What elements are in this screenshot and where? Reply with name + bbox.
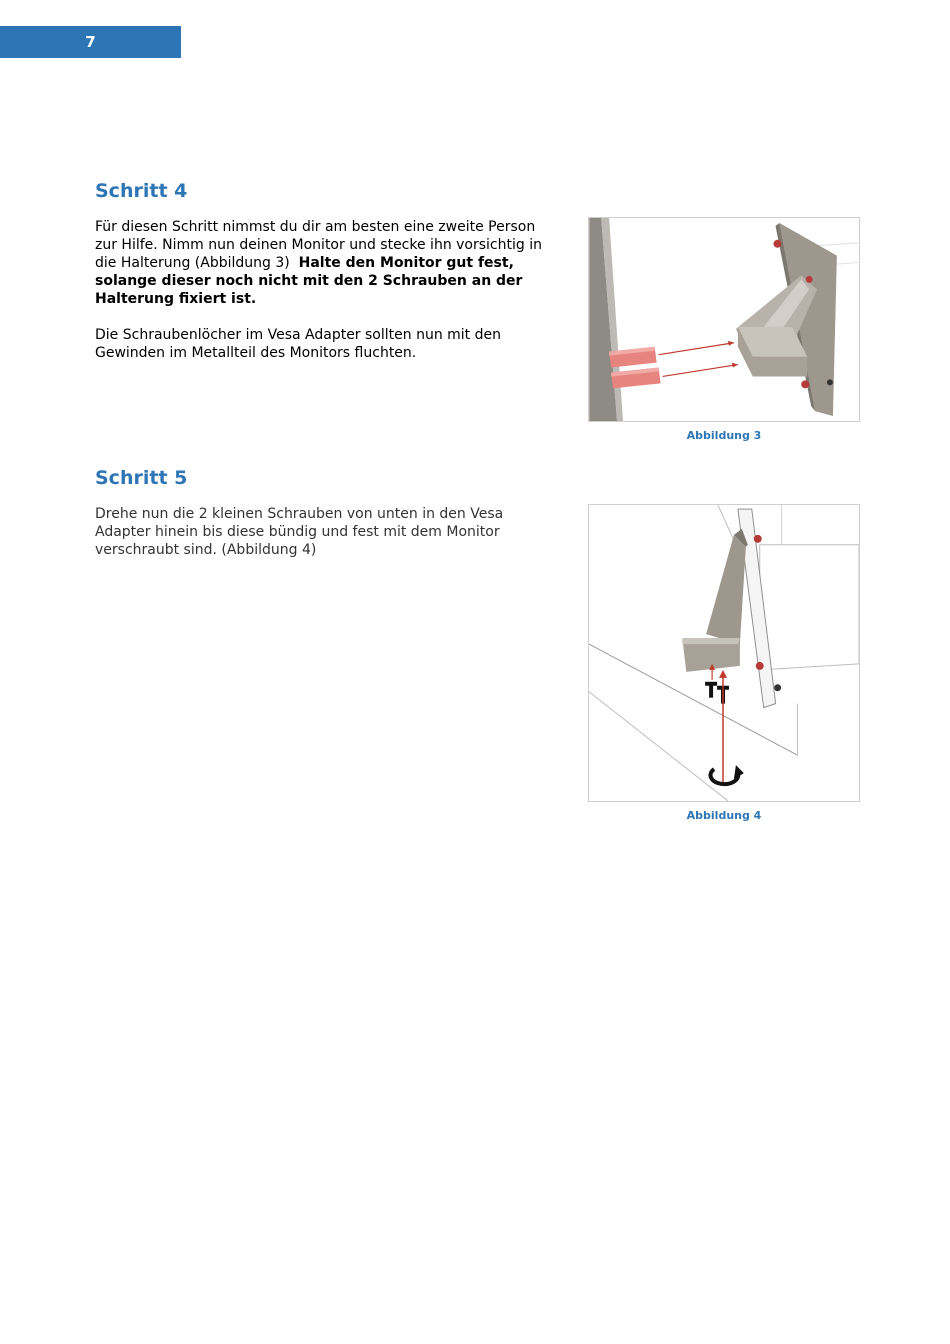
step-4-heading: Schritt 4: [95, 180, 188, 202]
insert-arrow-upper: [659, 343, 734, 355]
plate-screw-bottom: [756, 662, 764, 670]
page-number-tab: [0, 26, 181, 58]
step-5-heading: Schritt 5: [95, 467, 188, 489]
bracket-insert-illustration: [589, 218, 859, 421]
step-5-instruction: Drehe nun die 2 kleinen Schrauben von unten in den Vesa Adapter hinein bis diese bündig und fest mit dem Monitor verschraubt sind. (Abbildung 4): [95, 506, 504, 558]
step-4-note: Die Schraubenlöcher im Vesa Adapter sollten nun mit den Gewinden im Metallteil des Monitors fluchten.: [95, 327, 501, 361]
rotation-icon: [710, 769, 738, 784]
step-4-warning: Halte den Monitor gut fest, solange dieser noch nicht mit den 2 Schrauben an der Halterung fixiert ist.: [95, 255, 523, 307]
figure-4-illustration: [588, 504, 860, 802]
step-4-text-intro: Für diesen Schritt nimmst du dir am besten eine zweite Person zur Hilfe. Nimm nun deinen Monitor und stecke ihn vorsichtig in die Halterung (Abbildung 3): [95, 219, 542, 271]
screw-top: [774, 240, 782, 248]
figure-3-caption: Abbildung 3: [686, 429, 762, 442]
figure-3-illustration: [588, 217, 860, 422]
screw-tightening-illustration: [589, 505, 859, 801]
screw-left: [709, 684, 713, 698]
bracket-gusset: [706, 535, 746, 644]
screw-bottom: [801, 380, 809, 388]
monitor-body: [760, 545, 859, 670]
page-number: 7: [85, 33, 96, 51]
figure-4-caption: Abbildung 4: [686, 809, 762, 822]
plate-screw-top: [754, 535, 762, 543]
step-4-instruction: [95, 218, 545, 308]
screw-mid: [806, 276, 813, 283]
insert-arrow-lower: [663, 365, 738, 377]
